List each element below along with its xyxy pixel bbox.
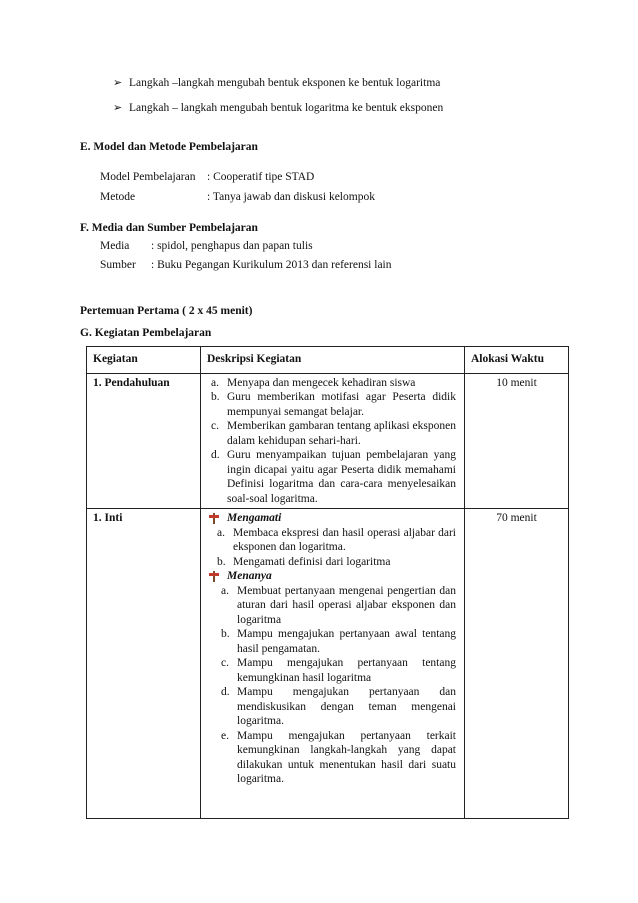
- arrow-bullet-icon: ➢: [113, 77, 123, 89]
- deskripsi-cell: [201, 373, 465, 509]
- list-item: d. Mampu mengajukan pertanyaan dan mendiskusikan dengan teman mengenai logaritma.: [221, 686, 456, 727]
- section-g-title: G. Kegiatan Pembelajaran: [80, 327, 212, 339]
- list-item: b. Mampu mengajukan pertanyaan awal tentang hasil pengamatan.: [221, 628, 456, 655]
- arrow-bullet-icon: ➢: [113, 102, 123, 114]
- table-row: [87, 509, 569, 819]
- list-item: a. Membaca ekspresi dan hasil operasi aljabar dari eksponen dan logaritma.: [217, 526, 456, 553]
- kegiatan-cell: 1. Inti: [87, 509, 201, 819]
- list-item: e. Mampu mengajukan pertanyaan terkait kemungkinan langkah-langkah yang dapat dilakukan untuk menentukan hasil dari suatu logaritma.: [221, 729, 456, 785]
- kegiatan-cell: 1. Pendahuluan: [87, 373, 201, 509]
- metode-label: Metode: [100, 191, 136, 203]
- table-row: [87, 373, 569, 509]
- list-item: b. Guru memberikan motifasi agar Peserta didik mempunyai semangat belajar.: [211, 391, 456, 418]
- waktu-cell: 10 menit: [465, 373, 569, 509]
- list-item: c. Memberikan gambaran tentang aplikasi eksponen dalam kehidupan sehari-hari.: [211, 420, 456, 447]
- list-item: a. Membuat pertanyaan mengenai pengertian dan aturan dari hasil operasi aljabar eksponen dan logaritma: [221, 584, 456, 626]
- section-f-title: F. Media dan Sumber Pembelajaran: [80, 222, 258, 234]
- list-item: c. Mampu mengajukan pertanyaan tentang kemungkinan hasil logaritma: [221, 657, 456, 684]
- list-item: d. Guru menyampaikan tujuan pembelajaran yang ingin dicapai yaitu agar Peserta didik memahami Definisi logaritma dan cara-cara menyelesaikan soal-soal logaritma.: [211, 449, 456, 505]
- mengamati-heading: Mengamati: [209, 511, 456, 526]
- table-header-row: [87, 347, 569, 374]
- header-alokasi: Alokasi Waktu: [465, 347, 569, 374]
- model-value: : Cooperatif tipe STAD: [207, 171, 315, 183]
- header-kegiatan: Kegiatan: [87, 347, 201, 374]
- media-label: Media: [100, 240, 130, 252]
- waktu-cell: 70 menit: [465, 509, 569, 819]
- menanya-heading: Menanya: [209, 569, 456, 584]
- sumber-label: Sumber: [100, 259, 136, 271]
- flag-bullet-icon: [209, 513, 219, 524]
- model-label: Model Pembelajaran: [100, 171, 196, 183]
- deskripsi-cell: [201, 509, 465, 819]
- list-item: b. Mengamati definisi dari logaritma: [217, 555, 391, 568]
- bullet-item: [113, 76, 440, 89]
- bullet-text: Langkah – langkah mengubah bentuk logaritma ke bentuk eksponen: [129, 102, 444, 114]
- media-value: : spidol, penghapus dan papan tulis: [151, 240, 313, 252]
- bullet-text: Langkah –langkah mengubah bentuk eksponen ke bentuk logaritma: [129, 77, 441, 89]
- section-e-title: E. Model dan Metode Pembelajaran: [80, 141, 258, 153]
- activity-table: [86, 346, 569, 819]
- sumber-value: : Buku Pegangan Kurikulum 2013 dan referensi lain: [151, 259, 392, 271]
- list-item: a. Menyapa dan mengecek kehadiran siswa: [211, 376, 416, 389]
- flag-bullet-icon: [209, 571, 219, 582]
- bullet-item: [113, 101, 443, 114]
- metode-value: : Tanya jawab dan diskusi kelompok: [207, 191, 375, 203]
- header-deskripsi: Deskripsi Kegiatan: [201, 347, 465, 374]
- meeting-heading: Pertemuan Pertama ( 2 x 45 menit): [80, 305, 253, 317]
